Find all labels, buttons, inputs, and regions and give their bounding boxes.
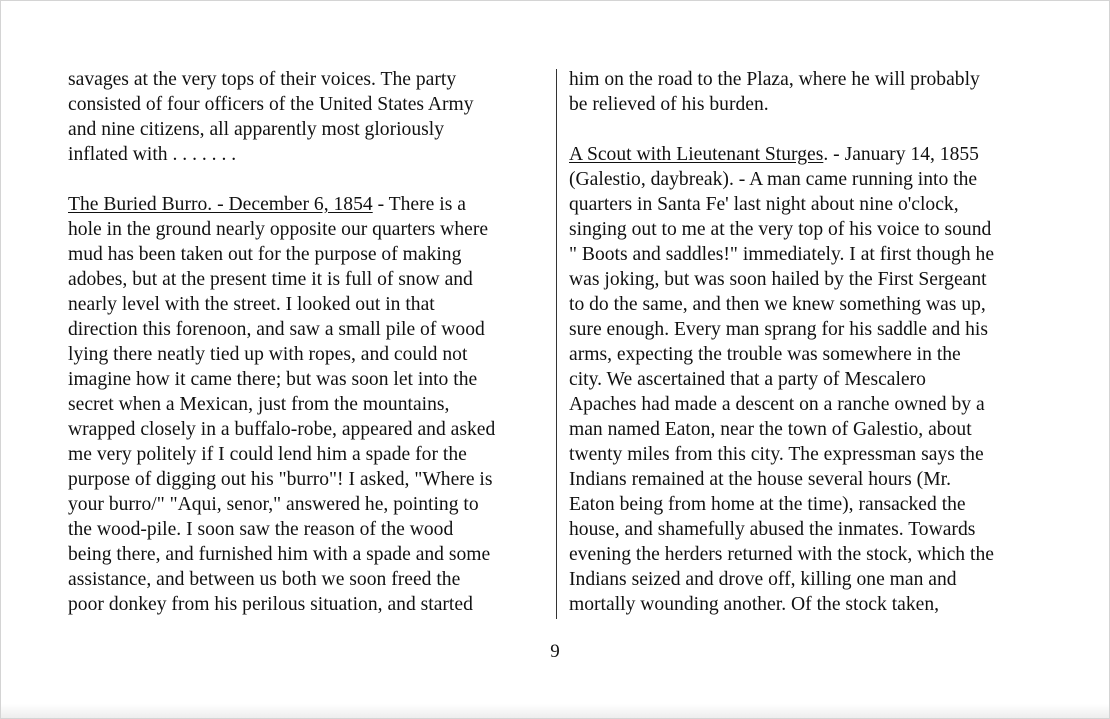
text-line: direction this forenoon, and saw a small pile of wood [68,319,485,340]
text-line: sure enough. Every man sprang for his saddle and his [569,319,988,340]
text-line: twenty miles from this city. The expressman says the [569,444,984,465]
text-line: lying there neatly tied up with ropes, and could not [68,344,468,365]
text-line: purpose of digging out his "burro"! I asked, "Where is [68,469,493,490]
text-line: city. We ascertained that a party of Mescalero [569,369,926,390]
left-column [68,67,546,617]
text-line: Indians remained at the house several hours (Mr. [569,469,951,490]
text-line: was joking, but was soon hailed by the First Sergeant [569,269,987,290]
page-bottom-shadow [1,704,1109,718]
section-heading-line [569,142,1049,167]
text-line: arms, expecting the trouble was somewhere in the [569,344,961,365]
text-line: Eaton being from home at the time), ransacked the [569,494,966,515]
column-divider [556,69,557,619]
text-line: being there, and furnished him with a spade and some [68,544,491,565]
text-line: savages at the very tops of their voices. The party [68,69,457,90]
text-line: (Galestio, daybreak). - A man came running into the [569,169,978,190]
section-heading-line [68,192,546,217]
text-line: quarters in Santa Fe' last night about nine o'clock, [569,194,959,215]
text-line: Apaches had made a descent on a ranche owned by a [569,394,985,415]
section-heading-buried-burro: The Buried Burro. - December 6, 1854 [68,194,373,215]
right-column [569,67,1049,617]
text-line: evening the herders returned with the stock, which the [569,544,994,565]
text-line: man named Eaton, near the town of Galestio, about [569,419,972,440]
page-number: 9 [550,641,560,662]
text-line: your burro/" "Aqui, senor," answered he, pointing to [68,494,479,515]
text-line: Indians seized and drove off, killing one man and [569,569,957,590]
text-line: nearly level with the street. I looked out in that [68,294,435,315]
text-line: be relieved of his burden. [569,94,769,115]
text-line: mortally wounding another. Of the stock taken, [569,594,940,615]
text-line: consisted of four officers of the United States Army [68,94,474,115]
heading-rest: . - January 14, 1855 [823,144,979,165]
text-line: him on the road to the Plaza, where he will probably [569,69,980,90]
text-line: " Boots and saddles!" immediately. I at first though he [569,244,995,265]
text-line: to do the same, and then we knew something was up, [569,294,986,315]
text-line: mud has been taken out for the purpose of making [68,244,462,265]
text-line: adobes, but at the present time it is full of snow and [68,269,473,290]
text-line: assistance, and between us both we soon freed the [68,569,461,590]
text-line: house, and shamefully abused the inmates. Towards [569,519,976,540]
text-line: the wood-pile. I soon saw the reason of the wood [68,519,454,540]
paragraph-gap [68,167,546,192]
text-line: poor donkey from his perilous situation, and started [68,594,473,615]
section-heading-scout: A Scout with Lieutenant Sturges [569,144,824,165]
text-line: hole in the ground nearly opposite our quarters where [68,219,489,240]
paragraph-gap [569,117,1049,142]
text-line: singing out to me at the very top of his voice to sound [569,219,992,240]
text-line: me very politely if I could lend him a spade for the [68,444,467,465]
text-line: wrapped closely in a buffalo-robe, appeared and asked [68,419,496,440]
text-line: secret when a Mexican, just from the mountains, [68,394,450,415]
text-line: imagine how it came there; but was soon let into the [68,369,478,390]
text-line: inflated with . . . . . . . [68,144,237,165]
heading-rest: - There is a [372,194,466,215]
text-line: and nine citizens, all apparently most gloriously [68,119,445,140]
